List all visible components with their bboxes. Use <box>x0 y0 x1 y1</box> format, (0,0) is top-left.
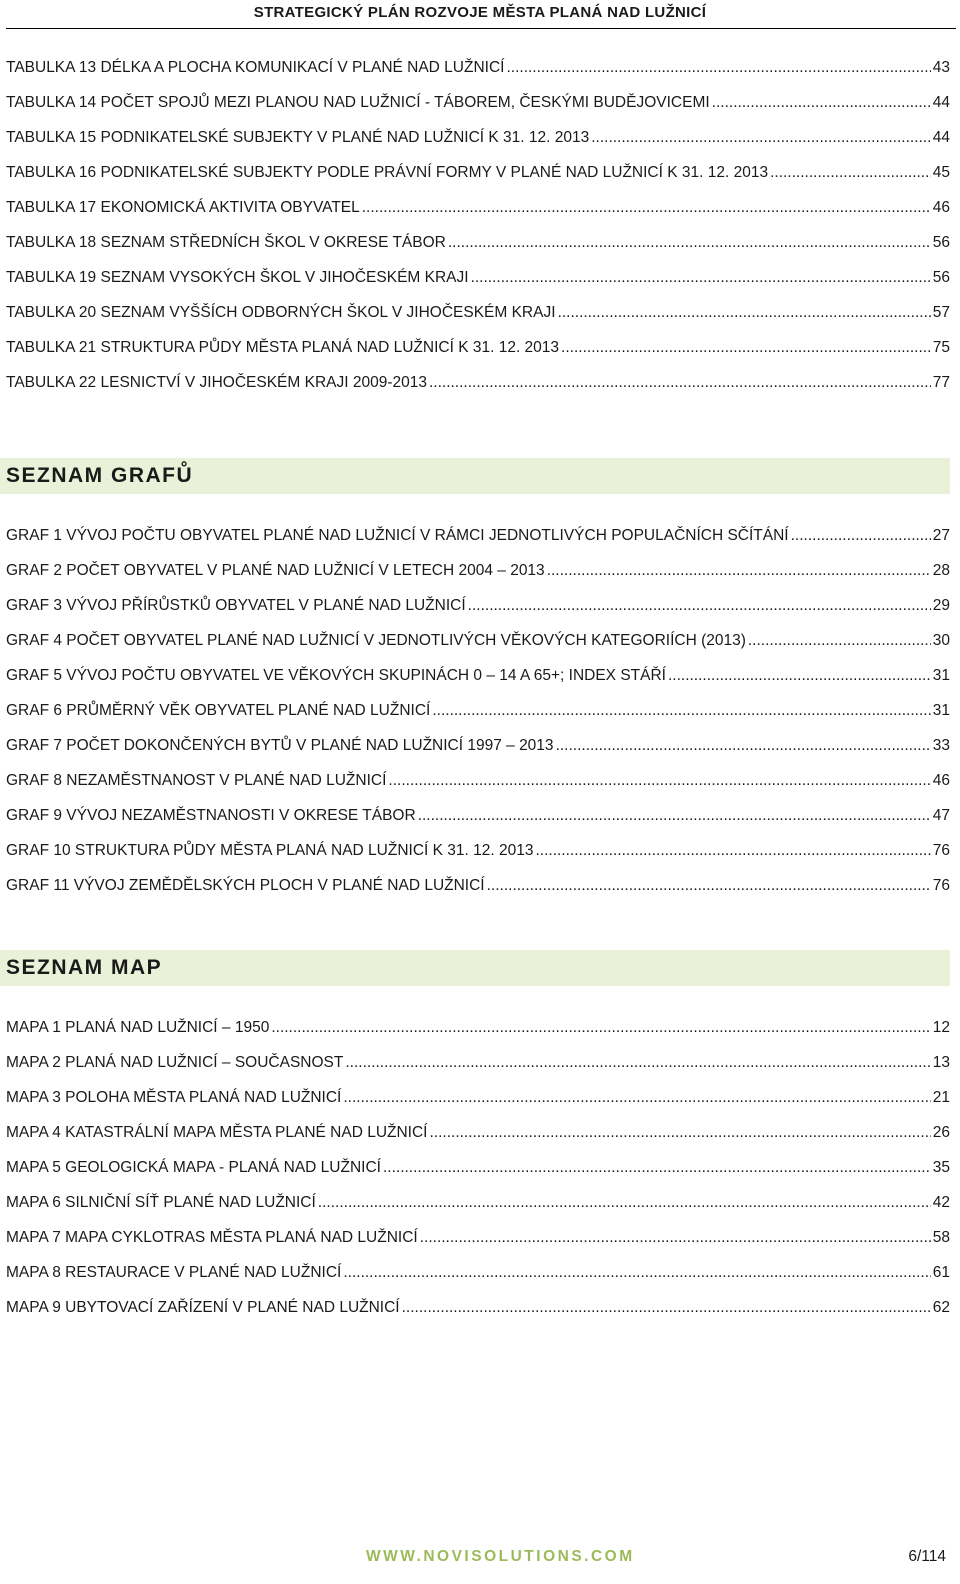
toc-entry[interactable] <box>6 1037 950 1072</box>
toc-entry[interactable] <box>6 825 950 860</box>
dot-leader <box>362 199 931 217</box>
dot-leader <box>343 1089 930 1107</box>
toc-entry-page: 29 <box>932 597 950 614</box>
toc-entry-page: 46 <box>932 772 950 789</box>
dot-leader <box>558 304 931 322</box>
section-title: SEZNAM MAP <box>6 956 163 979</box>
page-header <box>0 0 960 22</box>
toc-entry-page: 44 <box>932 94 950 111</box>
toc-entry-page: 58 <box>932 1229 950 1246</box>
toc-entry-page: 12 <box>932 1019 950 1036</box>
toc-entry-title: TABULKA 22 LESNICTVÍ V JIHOČESKÉM KRAJI 2009-2013 <box>6 374 427 391</box>
toc-entry-title: MAPA 7 MAPA CYKLOTRAS MĚSTA PLANÁ NAD LUŽNICÍ <box>6 1229 418 1246</box>
dot-leader <box>271 1019 930 1037</box>
graph-list <box>6 510 950 895</box>
dot-leader <box>432 702 930 720</box>
toc-entry-title: MAPA 4 KATASTRÁLNÍ MAPA MĚSTA PLANÉ NAD LUŽNICÍ <box>6 1124 428 1141</box>
toc-entry-title: MAPA 5 GEOLOGICKÁ MAPA - PLANÁ NAD LUŽNICÍ <box>6 1159 381 1176</box>
header-divider <box>6 28 956 29</box>
toc-entry-page: 30 <box>932 632 950 649</box>
toc-entry-title: GRAF 8 NEZAMĚSTNANOST V PLANÉ NAD LUŽNICÍ <box>6 772 387 789</box>
toc-entry[interactable] <box>6 322 950 357</box>
toc-entry-title: GRAF 6 PRŮMĚRNÝ VĚK OBYVATEL PLANÉ NAD LUŽNICÍ <box>6 702 431 719</box>
toc-entry-title: GRAF 1 VÝVOJ POČTU OBYVATEL PLANÉ NAD LUŽNICÍ V RÁMCI JEDNOTLIVÝCH POPULAČNÍCH SČÍTÁNÍ <box>6 527 789 544</box>
dot-leader <box>402 1299 931 1317</box>
toc-entry-title: GRAF 2 POČET OBYVATEL V PLANÉ NAD LUŽNICÍ V LETECH 2004 – 2013 <box>6 562 545 579</box>
toc-entry[interactable] <box>6 1107 950 1142</box>
dot-leader <box>383 1159 931 1177</box>
toc-entry-page: 56 <box>932 269 950 286</box>
toc-entry-page: 44 <box>932 129 950 146</box>
toc-entry-page: 61 <box>932 1264 950 1281</box>
toc-entry-title: TABULKA 15 PODNIKATELSKÉ SUBJEKTY V PLANÉ NAD LUŽNICÍ K 31. 12. 2013 <box>6 129 590 146</box>
toc-entry-page: 76 <box>932 877 950 894</box>
toc-entry-title: TABULKA 19 SEZNAM VYSOKÝCH ŠKOL V JIHOČESKÉM KRAJI <box>6 269 469 286</box>
dot-leader <box>429 1124 930 1142</box>
dot-leader <box>791 527 931 545</box>
dot-leader <box>471 269 931 287</box>
toc-entry[interactable] <box>6 510 950 545</box>
toc-entry[interactable] <box>6 755 950 790</box>
toc-entry-title: GRAF 4 POČET OBYVATEL PLANÉ NAD LUŽNICÍ V JEDNOTLIVÝCH VĚKOVÝCH KATEGORIÍCH (2013) <box>6 632 746 649</box>
toc-entry[interactable] <box>6 860 950 895</box>
toc-entry-page: 47 <box>932 807 950 824</box>
section-heading-grafy <box>0 458 950 494</box>
toc-entry[interactable] <box>6 580 950 615</box>
dot-leader <box>556 737 931 755</box>
toc-entry[interactable] <box>6 685 950 720</box>
toc-entry[interactable] <box>6 217 950 252</box>
dot-leader <box>668 667 931 685</box>
toc-entry[interactable] <box>6 252 950 287</box>
toc-entry[interactable] <box>6 650 950 685</box>
toc-entry[interactable] <box>6 287 950 322</box>
toc-entry-title: MAPA 1 PLANÁ NAD LUŽNICÍ – 1950 <box>6 1019 270 1036</box>
toc-entry-page: 45 <box>932 164 950 181</box>
section-heading-mapy <box>0 950 950 986</box>
section-title: SEZNAM GRAFŮ <box>6 464 194 487</box>
toc-entry[interactable] <box>6 790 950 825</box>
toc-entry-page: 75 <box>932 339 950 356</box>
toc-entry[interactable] <box>6 77 950 112</box>
dot-leader <box>429 374 931 392</box>
toc-entry-title: GRAF 5 VÝVOJ POČTU OBYVATEL VE VĚKOVÝCH SKUPINÁCH 0 – 14 A 65+; INDEX STÁŘÍ <box>6 667 666 684</box>
toc-entry[interactable] <box>6 1247 950 1282</box>
dot-leader <box>420 1229 931 1247</box>
toc-entry[interactable] <box>6 112 950 147</box>
toc-entry-page: 26 <box>932 1124 950 1141</box>
toc-entry[interactable] <box>6 1072 950 1107</box>
toc-entry[interactable] <box>6 1177 950 1212</box>
toc-entry[interactable] <box>6 357 950 392</box>
toc-entry-title: TABULKA 17 EKONOMICKÁ AKTIVITA OBYVATEL <box>6 199 360 216</box>
dot-leader <box>561 339 931 357</box>
document-title: STRATEGICKÝ PLÁN ROZVOJE MĚSTA PLANÁ NAD LUŽNICÍ <box>253 4 707 21</box>
toc-entry-page: 13 <box>932 1054 950 1071</box>
toc-entry[interactable] <box>6 545 950 580</box>
toc-entry[interactable] <box>6 147 950 182</box>
toc-entry[interactable] <box>6 42 950 77</box>
toc-entry-page: 28 <box>932 562 950 579</box>
toc-entry-title: GRAF 3 VÝVOJ PŘÍRŮSTKŮ OBYVATEL V PLANÉ NAD LUŽNICÍ <box>6 597 466 614</box>
toc-entry-title: TABULKA 20 SEZNAM VYŠŠÍCH ODBORNÝCH ŠKOL V JIHOČESKÉM KRAJI <box>6 304 556 321</box>
toc-entry-page: 43 <box>932 59 950 76</box>
dot-leader <box>770 164 931 182</box>
toc-entry-title: MAPA 3 POLOHA MĚSTA PLANÁ NAD LUŽNICÍ <box>6 1089 342 1106</box>
toc-entry-page: 27 <box>932 527 950 544</box>
dot-leader <box>448 234 931 252</box>
toc-entry-title: TABULKA 14 POČET SPOJŮ MEZI PLANOU NAD LUŽNICÍ - TÁBOREM, ČESKÝMI BUDĚJOVICEMI <box>6 94 710 111</box>
toc-entry-title: MAPA 8 RESTAURACE V PLANÉ NAD LUŽNICÍ <box>6 1264 342 1281</box>
toc-entry-title: MAPA 6 SILNIČNÍ SÍŤ PLANÉ NAD LUŽNICÍ <box>6 1194 316 1211</box>
toc-entry-page: 46 <box>932 199 950 216</box>
toc-entry-title: MAPA 9 UBYTOVACÍ ZAŘÍZENÍ V PLANÉ NAD LUŽNICÍ <box>6 1299 400 1316</box>
toc-entry-page: 35 <box>932 1159 950 1176</box>
dot-leader <box>535 842 930 860</box>
toc-entry-page: 62 <box>932 1299 950 1316</box>
toc-entry-page: 57 <box>932 304 950 321</box>
toc-entry[interactable] <box>6 720 950 755</box>
dot-leader <box>468 597 931 615</box>
table-list <box>6 42 950 392</box>
dot-leader <box>506 59 930 77</box>
toc-entry[interactable] <box>6 1002 950 1037</box>
toc-entry-title: TABULKA 16 PODNIKATELSKÉ SUBJEKTY PODLE PRÁVNÍ FORMY V PLANÉ NAD LUŽNICÍ K 31. 12. 2013 <box>6 164 769 181</box>
toc-entry-title: TABULKA 21 STRUKTURA PŮDY MĚSTA PLANÁ NAD LUŽNICÍ K 31. 12. 2013 <box>6 339 560 356</box>
toc-entry[interactable] <box>6 1212 950 1247</box>
toc-entry-page: 42 <box>932 1194 950 1211</box>
toc-entry-page: 77 <box>932 374 950 391</box>
map-list <box>6 1002 950 1317</box>
toc-entry-title: GRAF 7 POČET DOKONČENÝCH BYTŮ V PLANÉ NAD LUŽNICÍ 1997 – 2013 <box>6 737 554 754</box>
toc-entry-page: 31 <box>932 667 950 684</box>
toc-entry[interactable] <box>6 1282 950 1317</box>
toc-entry-page: 21 <box>932 1089 950 1106</box>
toc-entry-title: GRAF 10 STRUKTURA PŮDY MĚSTA PLANÁ NAD LUŽNICÍ K 31. 12. 2013 <box>6 842 534 859</box>
page-number: 6/114 <box>908 1548 946 1565</box>
dot-leader <box>591 129 931 147</box>
dot-leader <box>547 562 931 580</box>
website-link[interactable]: WWW.NOVISOLUTIONS.COM <box>366 1548 635 1565</box>
toc-entry-page: 76 <box>932 842 950 859</box>
dot-leader <box>388 772 930 790</box>
dot-leader <box>487 877 931 895</box>
toc-entry-page: 31 <box>932 702 950 719</box>
toc-entry-title: TABULKA 18 SEZNAM STŘEDNÍCH ŠKOL V OKRESE TÁBOR <box>6 234 446 251</box>
toc-entry-page: 56 <box>932 234 950 251</box>
dot-leader <box>343 1264 930 1282</box>
dot-leader <box>318 1194 931 1212</box>
toc-entry[interactable] <box>6 1142 950 1177</box>
toc-entry-page: 33 <box>932 737 950 754</box>
toc-entry[interactable] <box>6 182 950 217</box>
toc-entry-title: TABULKA 13 DÉLKA A PLOCHA KOMUNIKACÍ V PLANÉ NAD LUŽNICÍ <box>6 59 505 76</box>
toc-entry-title: MAPA 2 PLANÁ NAD LUŽNICÍ – SOUČASNOST <box>6 1054 344 1071</box>
dot-leader <box>418 807 931 825</box>
page-footer <box>0 1548 960 1570</box>
toc-entry-title: GRAF 11 VÝVOJ ZEMĚDĚLSKÝCH PLOCH V PLANÉ NAD LUŽNICÍ <box>6 877 485 894</box>
toc-entry-title: GRAF 9 VÝVOJ NEZAMĚSTNANOSTI V OKRESE TÁBOR <box>6 807 416 824</box>
dot-leader <box>748 632 931 650</box>
dot-leader <box>712 94 931 112</box>
dot-leader <box>345 1054 930 1072</box>
toc-entry[interactable] <box>6 615 950 650</box>
